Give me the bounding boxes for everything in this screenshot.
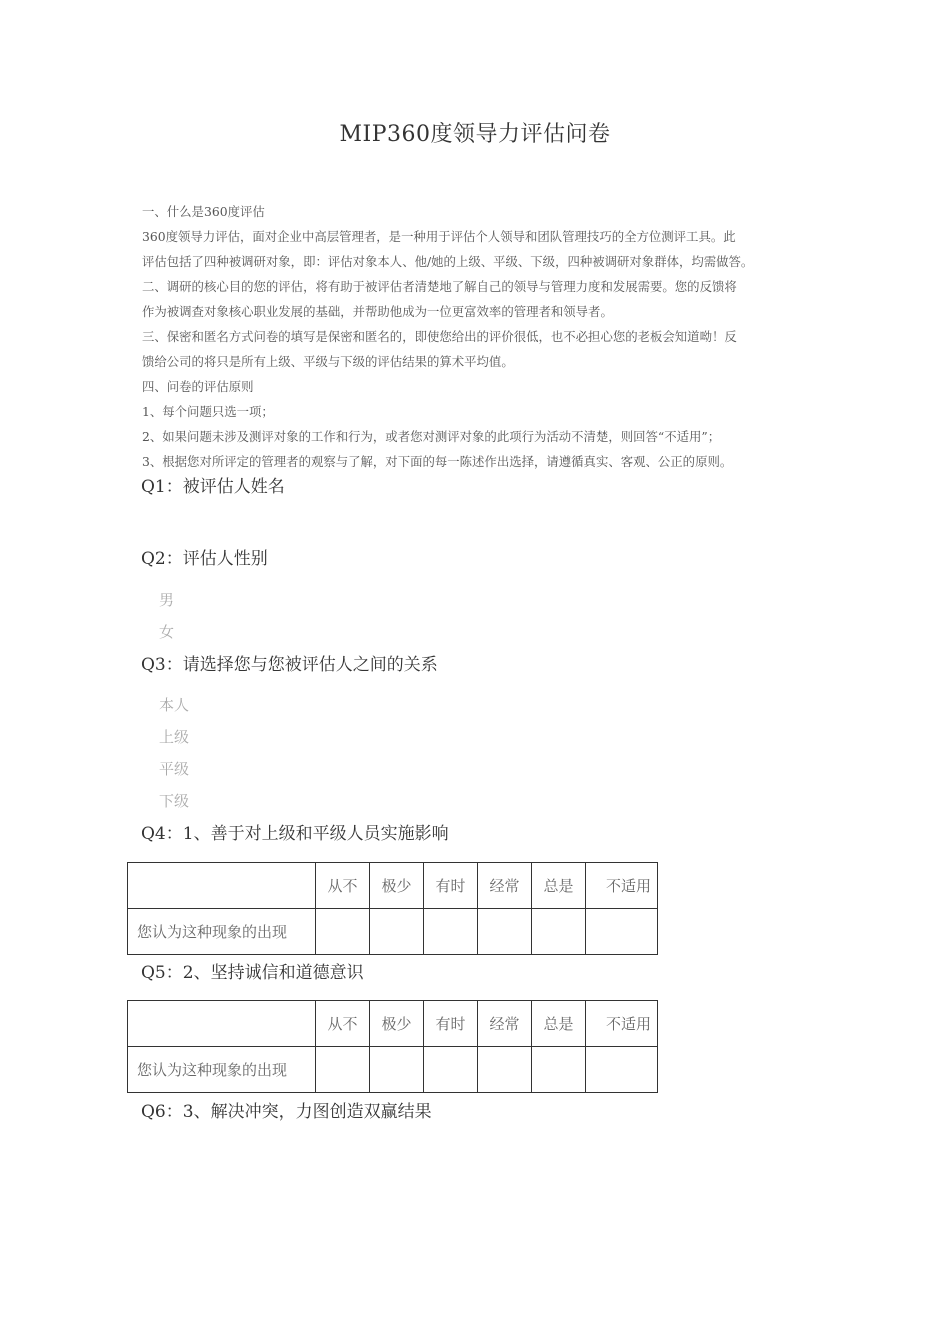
rating-matrix-q5 [127, 1000, 658, 1093]
intro-line: 作为被调查对象核心职业发展的基础，并帮助他成为一位更富效率的管理者和领导者。 [142, 304, 613, 319]
option-subordinate[interactable]: 下级 [159, 792, 190, 810]
intro-section [142, 199, 832, 474]
matrix-corner-cell [128, 1001, 316, 1047]
question-2-label: Q2：评估人性别 [141, 549, 268, 569]
column-never: 从不 [316, 863, 370, 909]
option-peer[interactable]: 平级 [159, 760, 190, 778]
matrix-answer-row [128, 909, 658, 955]
answer-cell-not-applicable[interactable] [586, 909, 658, 955]
matrix-header-row [128, 863, 658, 909]
answer-cell-sometimes[interactable] [424, 909, 478, 955]
answer-cell-always[interactable] [532, 1047, 586, 1093]
intro-line: 360度领导力评估，面对企业中高层管理者，是一种用于评估个人领导和团队管理技巧的全方位测评工具。此 [142, 229, 736, 244]
column-often: 经常 [478, 1001, 532, 1047]
matrix-answer-row [128, 1047, 658, 1093]
intro-line: 四、问卷的评估原则 [142, 379, 254, 394]
answer-cell-never[interactable] [316, 909, 370, 955]
matrix-header-row [128, 1001, 658, 1047]
intro-line: 1、每个问题只选一项； [142, 404, 274, 419]
column-often: 经常 [478, 863, 532, 909]
rating-matrix-q4 [127, 862, 658, 955]
column-rarely: 极少 [370, 863, 424, 909]
answer-cell-often[interactable] [478, 1047, 532, 1093]
column-always: 总是 [532, 863, 586, 909]
question-6-label: Q6：3、解决冲突，力图创造双赢结果 [141, 1102, 432, 1122]
row-label: 您认为这种现象的出现 [128, 909, 316, 955]
column-always: 总是 [532, 1001, 586, 1047]
page-title: MIP360度领导力评估问卷 [339, 122, 611, 147]
answer-cell-often[interactable] [478, 909, 532, 955]
answer-cell-never[interactable] [316, 1047, 370, 1093]
intro-line: 3、根据您对所评定的管理者的观察与了解，对下面的每一陈述作出选择，请遵循真实、客观、公正的原则。 [142, 454, 733, 469]
intro-line: 2、如果问题未涉及测评对象的工作和行为，或者您对测评对象的此项行为活动不清楚，则回答“不适用”； [142, 429, 721, 444]
column-rarely: 极少 [370, 1001, 424, 1047]
option-superior[interactable]: 上级 [159, 728, 190, 746]
intro-line: 一、什么是360度评估 [142, 204, 265, 219]
option-female[interactable]: 女 [159, 623, 175, 641]
intro-line: 二、调研的核心目的您的评估，将有助于被评估者清楚地了解自己的领导与管理力度和发展需要。您的反馈将 [142, 279, 737, 294]
answer-cell-not-applicable[interactable] [586, 1047, 658, 1093]
question-3-label: Q3：请选择您与您被评估人之间的关系 [141, 655, 438, 675]
column-sometimes: 有时 [424, 863, 478, 909]
question-1-label: Q1：被评估人姓名 [141, 477, 285, 497]
matrix-corner-cell [128, 863, 316, 909]
question-5-label: Q5：2、坚持诚信和道德意识 [141, 963, 364, 983]
option-male[interactable]: 男 [159, 591, 175, 609]
column-never: 从不 [316, 1001, 370, 1047]
row-label: 您认为这种现象的出现 [128, 1047, 316, 1093]
column-not-applicable: 不适用 [586, 863, 658, 909]
answer-cell-rarely[interactable] [370, 1047, 424, 1093]
option-self[interactable]: 本人 [159, 696, 190, 714]
intro-line: 馈给公司的将只是所有上级、平级与下级的评估结果的算术平均值。 [142, 354, 514, 369]
intro-line: 评估包括了四种被调研对象，即：评估对象本人、他/她的上级、平级、下级，四种被调研对象群体，均需做答。 [142, 254, 754, 269]
answer-cell-always[interactable] [532, 909, 586, 955]
answer-cell-sometimes[interactable] [424, 1047, 478, 1093]
intro-line: 三、保密和匿名方式问卷的填写是保密和匿名的，即使您给出的评价很低，也不必担心您的老板会知道呦！反 [142, 329, 737, 344]
column-sometimes: 有时 [424, 1001, 478, 1047]
question-4-label: Q4：1、善于对上级和平级人员实施影响 [141, 824, 449, 844]
column-not-applicable: 不适用 [586, 1001, 658, 1047]
answer-cell-rarely[interactable] [370, 909, 424, 955]
